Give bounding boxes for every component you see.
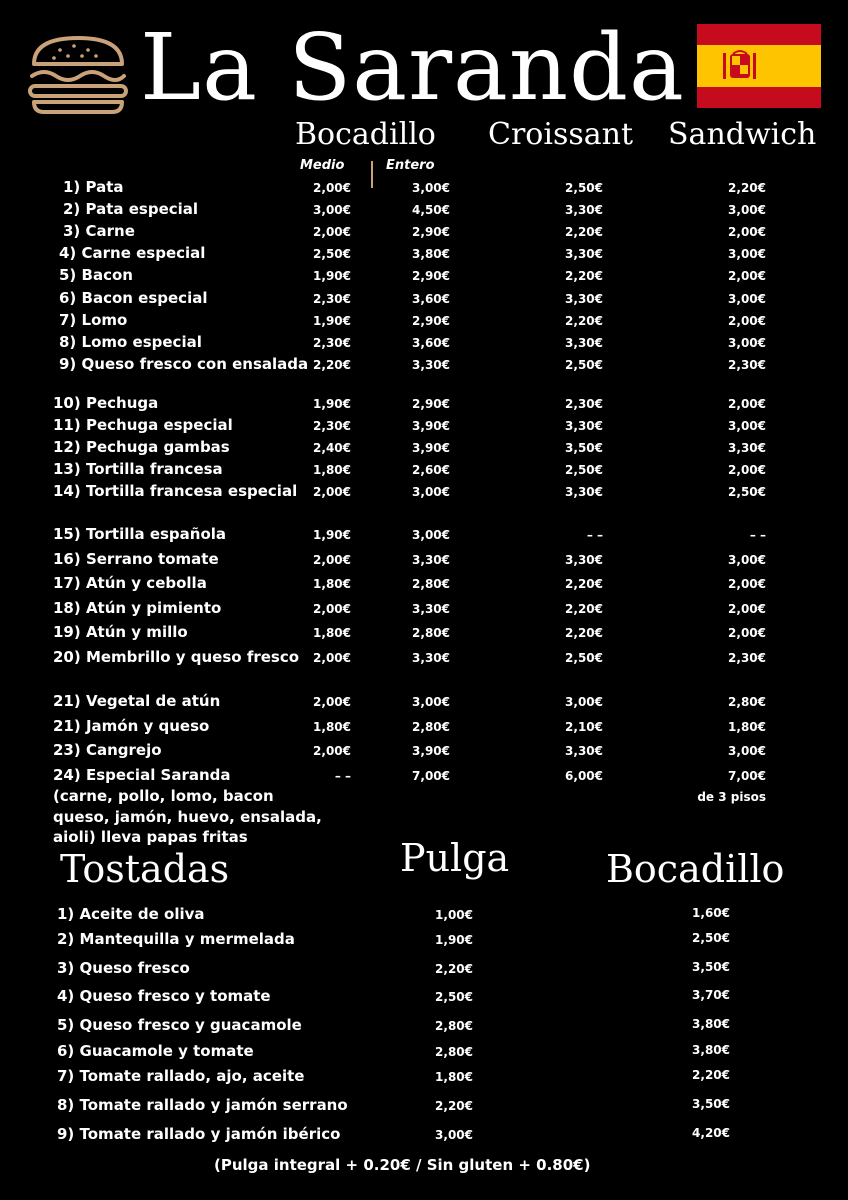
price-medio: 1,80€: [313, 577, 351, 591]
price-bocadillo: 3,80€: [692, 1043, 730, 1057]
price-medio: 2,00€: [313, 485, 351, 499]
especial-note-line: aioli) lleva papas fritas: [53, 828, 248, 846]
price-sandwich: 2,80€: [728, 695, 766, 709]
price-pulga: 1,90€: [435, 933, 473, 947]
price-croissant: 2,50€: [565, 358, 603, 372]
price-entero: 3,00€: [412, 695, 450, 709]
item-name: 10) Pechuga: [53, 394, 159, 412]
price-entero: 4,50€: [412, 203, 450, 217]
price-medio: 2,30€: [313, 419, 351, 433]
price-entero: 3,80€: [412, 247, 450, 261]
price-croissant: 2,50€: [565, 463, 603, 477]
item-name: 21) Vegetal de atún: [53, 692, 221, 710]
spain-flag-icon: [697, 24, 821, 108]
price-bocadillo: 4,20€: [692, 1126, 730, 1140]
price-entero: 2,80€: [412, 720, 450, 734]
price-croissant: 2,20€: [565, 626, 603, 640]
price-medio: 2,00€: [313, 225, 351, 239]
price-medio: 2,40€: [313, 441, 351, 455]
price-pulga: 2,80€: [435, 1045, 473, 1059]
price-croissant: 2,50€: [565, 651, 603, 665]
especial-note-line: (carne, pollo, lomo, bacon: [53, 787, 274, 805]
item-name: 5) Queso fresco y guacamole: [57, 1016, 302, 1034]
price-medio: 2,30€: [313, 292, 351, 306]
item-name: 13) Tortilla francesa: [53, 460, 223, 478]
price-medio: 2,00€: [313, 553, 351, 567]
price-croissant: – –: [586, 528, 603, 542]
price-sandwich: 2,00€: [728, 602, 766, 616]
item-name: 16) Serrano tomate: [53, 550, 219, 568]
price-entero: 3,00€: [412, 485, 450, 499]
item-name: 4) Queso fresco y tomate: [57, 987, 271, 1005]
price-croissant: 3,30€: [565, 336, 603, 350]
col-header-sandwich: Sandwich: [668, 117, 817, 152]
price-entero: 2,80€: [412, 577, 450, 591]
price-croissant: 3,30€: [565, 292, 603, 306]
item-name: 6) Bacon especial: [59, 289, 208, 307]
item-name: 8) Tomate rallado y jamón serrano: [57, 1096, 348, 1114]
price-sandwich: 3,30€: [728, 441, 766, 455]
price-sandwich: 2,00€: [728, 314, 766, 328]
price-sandwich: 3,00€: [728, 336, 766, 350]
item-name: 15) Tortilla española: [53, 525, 227, 543]
footer-note: (Pulga integral + 0.20€ / Sin gluten + 0.80€): [214, 1156, 591, 1174]
item-name: 9) Queso fresco con ensalada: [59, 355, 309, 373]
price-sandwich: 2,20€: [728, 181, 766, 195]
col-header-pulga: Pulga: [400, 836, 510, 880]
item-name: 19) Atún y millo: [53, 623, 188, 641]
price-sandwich: 1,80€: [728, 720, 766, 734]
restaurant-title: La Saranda: [140, 14, 685, 121]
price-sandwich: – –: [749, 528, 766, 542]
item-name: 21) Jamón y queso: [53, 717, 210, 735]
price-medio: 3,00€: [313, 203, 351, 217]
price-pulga: 2,20€: [435, 1099, 473, 1113]
item-name: 18) Atún y pimiento: [53, 599, 222, 617]
price-sandwich: 3,00€: [728, 744, 766, 758]
price-entero: 2,80€: [412, 626, 450, 640]
price-sandwich: 3,00€: [728, 292, 766, 306]
price-sandwich: 2,00€: [728, 626, 766, 640]
price-croissant: 3,00€: [565, 695, 603, 709]
price-croissant: 3,30€: [565, 485, 603, 499]
price-sandwich: 2,00€: [728, 463, 766, 477]
price-medio: – –: [334, 769, 351, 783]
price-entero: 3,30€: [412, 602, 450, 616]
price-entero: 3,60€: [412, 292, 450, 306]
price-croissant: 2,30€: [565, 397, 603, 411]
price-croissant: 2,20€: [565, 577, 603, 591]
price-sandwich: 2,30€: [728, 358, 766, 372]
price-entero: 3,30€: [412, 553, 450, 567]
item-name: 6) Guacamole y tomate: [57, 1042, 254, 1060]
especial-note: [53, 786, 322, 848]
price-croissant: 2,50€: [565, 181, 603, 195]
item-name: 7) Lomo: [59, 311, 128, 329]
subheader-entero: Entero: [386, 158, 435, 173]
price-entero: 2,90€: [412, 314, 450, 328]
price-bocadillo: 3,80€: [692, 1017, 730, 1031]
price-medio: 1,80€: [313, 720, 351, 734]
price-sandwich: 3,00€: [728, 419, 766, 433]
item-name: 24) Especial Saranda: [53, 766, 231, 784]
price-medio: 1,80€: [313, 463, 351, 477]
price-entero: 3,90€: [412, 441, 450, 455]
price-entero: 3,30€: [412, 358, 450, 372]
item-name: 2) Pata especial: [63, 200, 199, 218]
price-sandwich: 2,00€: [728, 269, 766, 283]
price-entero: 3,30€: [412, 651, 450, 665]
price-pulga: 1,80€: [435, 1070, 473, 1084]
price-medio: 2,00€: [313, 181, 351, 195]
item-name: 3) Queso fresco: [57, 959, 190, 977]
sandwich-note: de 3 pisos: [697, 790, 766, 804]
price-entero: 3,90€: [412, 744, 450, 758]
item-name: 11) Pechuga especial: [53, 416, 233, 434]
item-name: 17) Atún y cebolla: [53, 574, 207, 592]
price-entero: 7,00€: [412, 769, 450, 783]
price-medio: 2,20€: [313, 358, 351, 372]
item-name: 8) Lomo especial: [59, 333, 202, 351]
col-header-tostadas-bocadillo: Bocadillo: [606, 847, 785, 891]
price-bocadillo: 3,50€: [692, 1097, 730, 1111]
item-name: 23) Cangrejo: [53, 741, 162, 759]
price-croissant: 3,50€: [565, 441, 603, 455]
price-pulga: 2,80€: [435, 1019, 473, 1033]
price-sandwich: 7,00€: [728, 769, 766, 783]
price-medio: 2,00€: [313, 651, 351, 665]
price-entero: 3,00€: [412, 528, 450, 542]
tostadas-title: Tostadas: [60, 847, 230, 891]
burger-icon: [26, 34, 130, 116]
price-medio: 2,30€: [313, 336, 351, 350]
price-bocadillo: 2,20€: [692, 1068, 730, 1082]
item-name: 3) Carne: [63, 222, 135, 240]
subheader-medio: Medio: [300, 158, 345, 173]
price-croissant: 2,10€: [565, 720, 603, 734]
item-name: 2) Mantequilla y mermelada: [57, 930, 295, 948]
price-sandwich: 2,30€: [728, 651, 766, 665]
item-name: 20) Membrillo y queso fresco: [53, 648, 300, 666]
price-entero: 3,60€: [412, 336, 450, 350]
price-bocadillo: 3,50€: [692, 960, 730, 974]
price-sandwich: 2,00€: [728, 577, 766, 591]
item-name: 4) Carne especial: [59, 244, 206, 262]
price-entero: 2,90€: [412, 269, 450, 283]
price-entero: 2,60€: [412, 463, 450, 477]
price-entero: 3,00€: [412, 181, 450, 195]
price-sandwich: 3,00€: [728, 247, 766, 261]
price-bocadillo: 3,70€: [692, 988, 730, 1002]
price-medio: 1,80€: [313, 626, 351, 640]
price-medio: 1,90€: [313, 397, 351, 411]
price-medio: 2,00€: [313, 695, 351, 709]
price-entero: 3,90€: [412, 419, 450, 433]
col-header-croissant: Croissant: [488, 117, 634, 152]
price-entero: 2,90€: [412, 397, 450, 411]
price-sandwich: 3,00€: [728, 553, 766, 567]
price-medio: 1,90€: [313, 269, 351, 283]
price-pulga: 3,00€: [435, 1128, 473, 1142]
price-sandwich: 2,00€: [728, 225, 766, 239]
subheader-divider: [371, 161, 373, 188]
item-name: 7) Tomate rallado, ajo, aceite: [57, 1067, 305, 1085]
price-croissant: 2,20€: [565, 602, 603, 616]
price-bocadillo: 1,60€: [692, 906, 730, 920]
price-croissant: 3,30€: [565, 203, 603, 217]
price-croissant: 3,30€: [565, 419, 603, 433]
price-medio: 2,00€: [313, 744, 351, 758]
item-name: 14) Tortilla francesa especial: [53, 482, 298, 500]
item-name: 1) Aceite de oliva: [57, 905, 205, 923]
item-name: 12) Pechuga gambas: [53, 438, 230, 456]
price-croissant: 3,30€: [565, 744, 603, 758]
price-entero: 2,90€: [412, 225, 450, 239]
price-croissant: 2,20€: [565, 225, 603, 239]
price-croissant: 2,20€: [565, 269, 603, 283]
price-pulga: 1,00€: [435, 908, 473, 922]
price-sandwich: 2,50€: [728, 485, 766, 499]
price-croissant: 2,20€: [565, 314, 603, 328]
price-croissant: 3,30€: [565, 553, 603, 567]
price-croissant: 6,00€: [565, 769, 603, 783]
price-pulga: 2,20€: [435, 962, 473, 976]
col-header-bocadillo: Bocadillo: [295, 117, 436, 152]
item-name: 1) Pata: [63, 178, 124, 196]
price-medio: 1,90€: [313, 314, 351, 328]
price-croissant: 3,30€: [565, 247, 603, 261]
price-medio: 2,50€: [313, 247, 351, 261]
price-sandwich: 3,00€: [728, 203, 766, 217]
item-name: 9) Tomate rallado y jamón ibérico: [57, 1125, 341, 1143]
price-medio: 2,00€: [313, 602, 351, 616]
price-sandwich: 2,00€: [728, 397, 766, 411]
price-bocadillo: 2,50€: [692, 931, 730, 945]
especial-note-line: queso, jamón, huevo, ensalada,: [53, 807, 322, 826]
price-medio: 1,90€: [313, 528, 351, 542]
price-pulga: 2,50€: [435, 990, 473, 1004]
item-name: 5) Bacon: [59, 266, 133, 284]
